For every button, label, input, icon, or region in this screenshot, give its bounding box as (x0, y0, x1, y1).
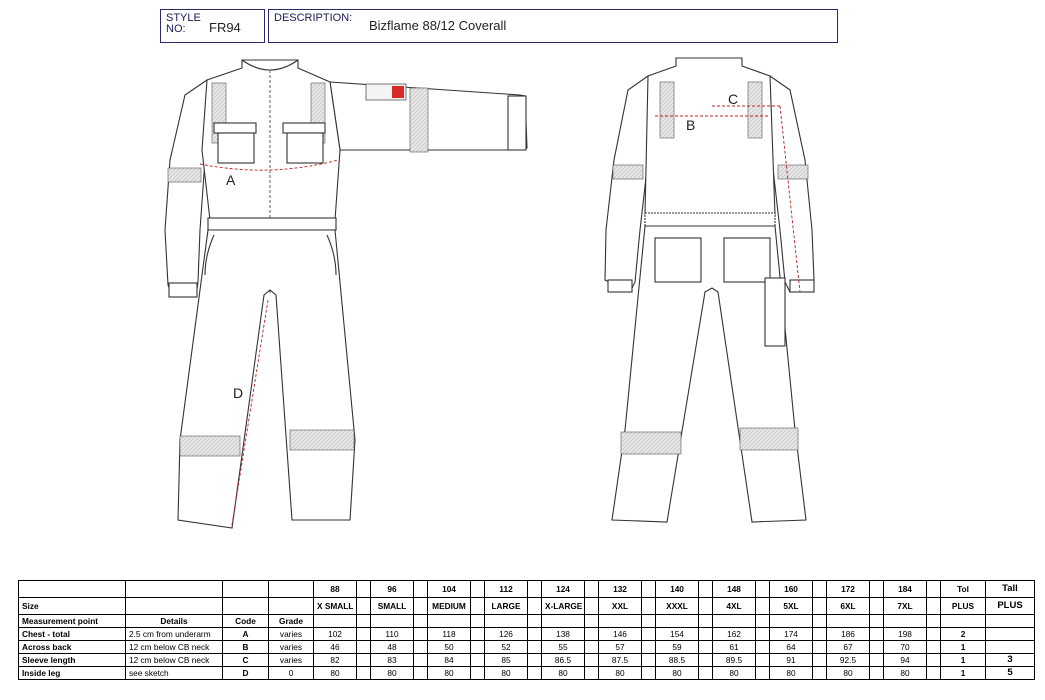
measurement-value: 83 (371, 654, 414, 667)
measurement-details: see sketch (126, 667, 223, 680)
spacer-cell (927, 667, 941, 680)
spacer-cell (471, 628, 485, 641)
size-number: 104 (428, 581, 471, 598)
spacer-cell (642, 615, 656, 628)
spacer-cell (528, 641, 542, 654)
measurement-value: 146 (599, 628, 642, 641)
spacer-cell (927, 598, 941, 615)
grade-cell-empty (269, 581, 314, 598)
spacer-cell (813, 628, 827, 641)
spacer-cell (642, 641, 656, 654)
empty-cell (770, 615, 813, 628)
spacer-cell (357, 615, 371, 628)
table-row-size-numbers (19, 581, 1035, 598)
description-box (268, 9, 838, 43)
spacer-cell (813, 598, 827, 615)
size-number: 140 (656, 581, 699, 598)
measurement-point: Inside leg (19, 667, 126, 680)
empty-cell (986, 615, 1035, 628)
measurement-value: 198 (884, 628, 927, 641)
measurement-value: 89.5 (713, 654, 756, 667)
empty-cell (599, 615, 642, 628)
spacer-cell (471, 667, 485, 680)
spacer-cell (414, 615, 428, 628)
empty-cell (485, 615, 528, 628)
measurement-value: 67 (827, 641, 870, 654)
measurement-value: 94 (884, 654, 927, 667)
measurement-value: 86.5 (542, 654, 585, 667)
measurement-value: 102 (314, 628, 357, 641)
measurement-code: B (223, 641, 269, 654)
measurement-value: 80 (827, 667, 870, 680)
measurement-point: Chest - total (19, 628, 126, 641)
measurement-point-header: Measurement point (19, 615, 126, 628)
measurement-value: 80 (485, 667, 528, 680)
spacer-cell (870, 628, 884, 641)
measurement-value: 118 (428, 628, 471, 641)
measurement-value: 110 (371, 628, 414, 641)
spacer-cell (357, 667, 371, 680)
empty-cell (314, 615, 357, 628)
measurement-value: 174 (770, 628, 813, 641)
spacer-cell (471, 598, 485, 615)
measurement-grade: varies (269, 654, 314, 667)
spacer-cell (585, 628, 599, 641)
size-name: LARGE (485, 598, 528, 615)
size-name: XXL (599, 598, 642, 615)
spacer-cell (927, 654, 941, 667)
table-row (19, 628, 1035, 641)
measurement-details: 2.5 cm from underarm (126, 628, 223, 641)
spacer-cell (471, 615, 485, 628)
spacer-cell (699, 598, 713, 615)
spacer-cell (870, 667, 884, 680)
empty-cell (371, 615, 414, 628)
spacer-cell (870, 641, 884, 654)
measurement-value: 85 (485, 654, 528, 667)
measurement-value: 80 (884, 667, 927, 680)
empty-cell (428, 615, 471, 628)
spacer-cell (357, 654, 371, 667)
table-row (19, 654, 1035, 667)
back-label-b: B (686, 117, 696, 133)
spacer-cell (813, 667, 827, 680)
measurement-value: 70 (884, 641, 927, 654)
measurement-value: 80 (713, 667, 756, 680)
measurement-value: 138 (542, 628, 585, 641)
code-header: Code (223, 615, 269, 628)
spacer-cell (756, 667, 770, 680)
spacer-cell (870, 615, 884, 628)
spacer-cell (813, 615, 827, 628)
measurement-value: 154 (656, 628, 699, 641)
tolerance-value: 1 (941, 667, 986, 680)
size-number: 160 (770, 581, 813, 598)
size-number: 124 (542, 581, 585, 598)
empty-cell (884, 615, 927, 628)
measurement-code: C (223, 654, 269, 667)
measurement-value: 80 (428, 667, 471, 680)
measurement-grade: varies (269, 628, 314, 641)
spacer-cell (813, 581, 827, 598)
spacer-cell (927, 581, 941, 598)
size-name: XXXL (656, 598, 699, 615)
measurement-value: 48 (371, 641, 414, 654)
details-cell-empty (126, 598, 223, 615)
measurement-value: 80 (770, 667, 813, 680)
measurement-value: 126 (485, 628, 528, 641)
style-number-box (160, 9, 265, 43)
size-cell-empty (19, 581, 126, 598)
measurement-value: 61 (713, 641, 756, 654)
spacer-cell (756, 598, 770, 615)
front-label-d: D (233, 385, 244, 401)
code-cell-empty (223, 581, 269, 598)
back-label-c: C (728, 91, 739, 107)
spacer-cell (357, 641, 371, 654)
measurement-value: 57 (599, 641, 642, 654)
tolerance-value: 2 (941, 628, 986, 641)
size-name: 7XL (884, 598, 927, 615)
table-row (19, 667, 1035, 680)
spacer-cell (585, 615, 599, 628)
spacer-cell (414, 654, 428, 667)
spacer-cell (528, 628, 542, 641)
size-name: SMALL (371, 598, 414, 615)
size-number: 172 (827, 581, 870, 598)
measurement-value: 84 (428, 654, 471, 667)
size-name: X SMALL (314, 598, 357, 615)
empty-cell (713, 615, 756, 628)
plus-header: PLUS (941, 598, 986, 615)
spacer-cell (585, 598, 599, 615)
measurement-code: D (223, 667, 269, 680)
details-header: Details (126, 615, 223, 628)
measurement-value: 50 (428, 641, 471, 654)
spacer-cell (870, 654, 884, 667)
spacer-cell (642, 654, 656, 667)
tolerance-value: 1 (941, 641, 986, 654)
spacer-cell (414, 581, 428, 598)
spacer-cell (414, 667, 428, 680)
size-number: 184 (884, 581, 927, 598)
measurement-code: A (223, 628, 269, 641)
spacer-cell (642, 581, 656, 598)
size-name: 4XL (713, 598, 756, 615)
spacer-cell (756, 641, 770, 654)
spacer-cell (813, 641, 827, 654)
style-number-value: FR94 (209, 20, 241, 35)
size-number: 148 (713, 581, 756, 598)
coverall-technical-drawing (0, 50, 1045, 530)
spacer-cell (471, 581, 485, 598)
spacer-cell (357, 628, 371, 641)
spacer-cell (870, 581, 884, 598)
measurement-value: 59 (656, 641, 699, 654)
measurement-details: 12 cm below CB neck (126, 641, 223, 654)
measurement-value: 52 (485, 641, 528, 654)
measurement-value: 80 (314, 667, 357, 680)
measurement-value: 46 (314, 641, 357, 654)
measurement-value: 88.5 (656, 654, 699, 667)
measurement-value: 80 (371, 667, 414, 680)
measurement-value: 64 (770, 641, 813, 654)
measurement-point: Sleeve length (19, 654, 126, 667)
grade-header: Grade (269, 615, 314, 628)
measurement-value: 87.5 (599, 654, 642, 667)
tolerance-value: 1 (941, 654, 986, 667)
tall-plus-value: 3 (986, 654, 1035, 667)
spacer-cell (756, 654, 770, 667)
spacer-cell (414, 641, 428, 654)
spacer-cell (414, 598, 428, 615)
size-name: X-LARGE (542, 598, 585, 615)
size-name: 6XL (827, 598, 870, 615)
measurement-value: 91 (770, 654, 813, 667)
code-cell-empty (223, 598, 269, 615)
spacer-cell (414, 628, 428, 641)
size-number: 88 (314, 581, 357, 598)
measurement-value: 92.5 (827, 654, 870, 667)
size-name: 5XL (770, 598, 813, 615)
table-row (19, 641, 1035, 654)
measurement-value: 80 (656, 667, 699, 680)
front-view (165, 60, 527, 528)
spacer-cell (585, 654, 599, 667)
spacer-cell (699, 654, 713, 667)
spacer-cell (813, 654, 827, 667)
spacer-cell (357, 581, 371, 598)
spacer-cell (699, 615, 713, 628)
spacer-cell (357, 598, 371, 615)
spacer-cell (528, 667, 542, 680)
tall-plus-header: PLUS (986, 598, 1035, 615)
spacer-cell (756, 615, 770, 628)
spacer-cell (471, 654, 485, 667)
size-name: MEDIUM (428, 598, 471, 615)
spacer-cell (699, 581, 713, 598)
measurement-value: 80 (599, 667, 642, 680)
spacer-cell (642, 628, 656, 641)
table-row-size-names (19, 598, 1035, 615)
measurement-point: Across back (19, 641, 126, 654)
description-value: Bizflame 88/12 Coverall (369, 18, 507, 33)
measurement-grade: varies (269, 641, 314, 654)
spacer-cell (528, 654, 542, 667)
size-number: 112 (485, 581, 528, 598)
spacer-cell (699, 667, 713, 680)
tall-plus-value (986, 641, 1035, 654)
style-number-label: STYLE NO: (166, 12, 201, 35)
tol-header: Tol (941, 581, 986, 598)
spacer-cell (756, 581, 770, 598)
spacer-cell (585, 581, 599, 598)
measurement-value: 186 (827, 628, 870, 641)
description-label: DESCRIPTION: (274, 12, 353, 24)
spacer-cell (642, 598, 656, 615)
measurement-value: 80 (542, 667, 585, 680)
spacer-cell (927, 615, 941, 628)
spacer-cell (528, 581, 542, 598)
front-label-a: A (226, 172, 236, 188)
spacer-cell (870, 598, 884, 615)
tall-plus-value (986, 628, 1035, 641)
spacer-cell (528, 598, 542, 615)
spacer-cell (528, 615, 542, 628)
tall-plus-value: 5 (986, 667, 1035, 680)
empty-cell (827, 615, 870, 628)
details-cell-empty (126, 581, 223, 598)
spacer-cell (585, 641, 599, 654)
measurement-value: 162 (713, 628, 756, 641)
spacer-cell (699, 641, 713, 654)
empty-cell (941, 615, 986, 628)
grade-cell-empty (269, 598, 314, 615)
size-label: Size (19, 598, 126, 615)
measurement-grade: 0 (269, 667, 314, 680)
spacer-cell (756, 628, 770, 641)
measurement-value: 82 (314, 654, 357, 667)
spacer-cell (471, 641, 485, 654)
table-row-column-headers (19, 615, 1035, 628)
tall-header: Tall (986, 581, 1035, 598)
spacer-cell (642, 667, 656, 680)
spacer-cell (699, 628, 713, 641)
spacer-cell (927, 641, 941, 654)
size-number: 96 (371, 581, 414, 598)
measurement-details: 12 cm below CB neck (126, 654, 223, 667)
size-spec-table (18, 580, 1035, 680)
spacer-cell (585, 667, 599, 680)
size-number: 132 (599, 581, 642, 598)
spacer-cell (927, 628, 941, 641)
empty-cell (656, 615, 699, 628)
empty-cell (542, 615, 585, 628)
measurement-value: 55 (542, 641, 585, 654)
